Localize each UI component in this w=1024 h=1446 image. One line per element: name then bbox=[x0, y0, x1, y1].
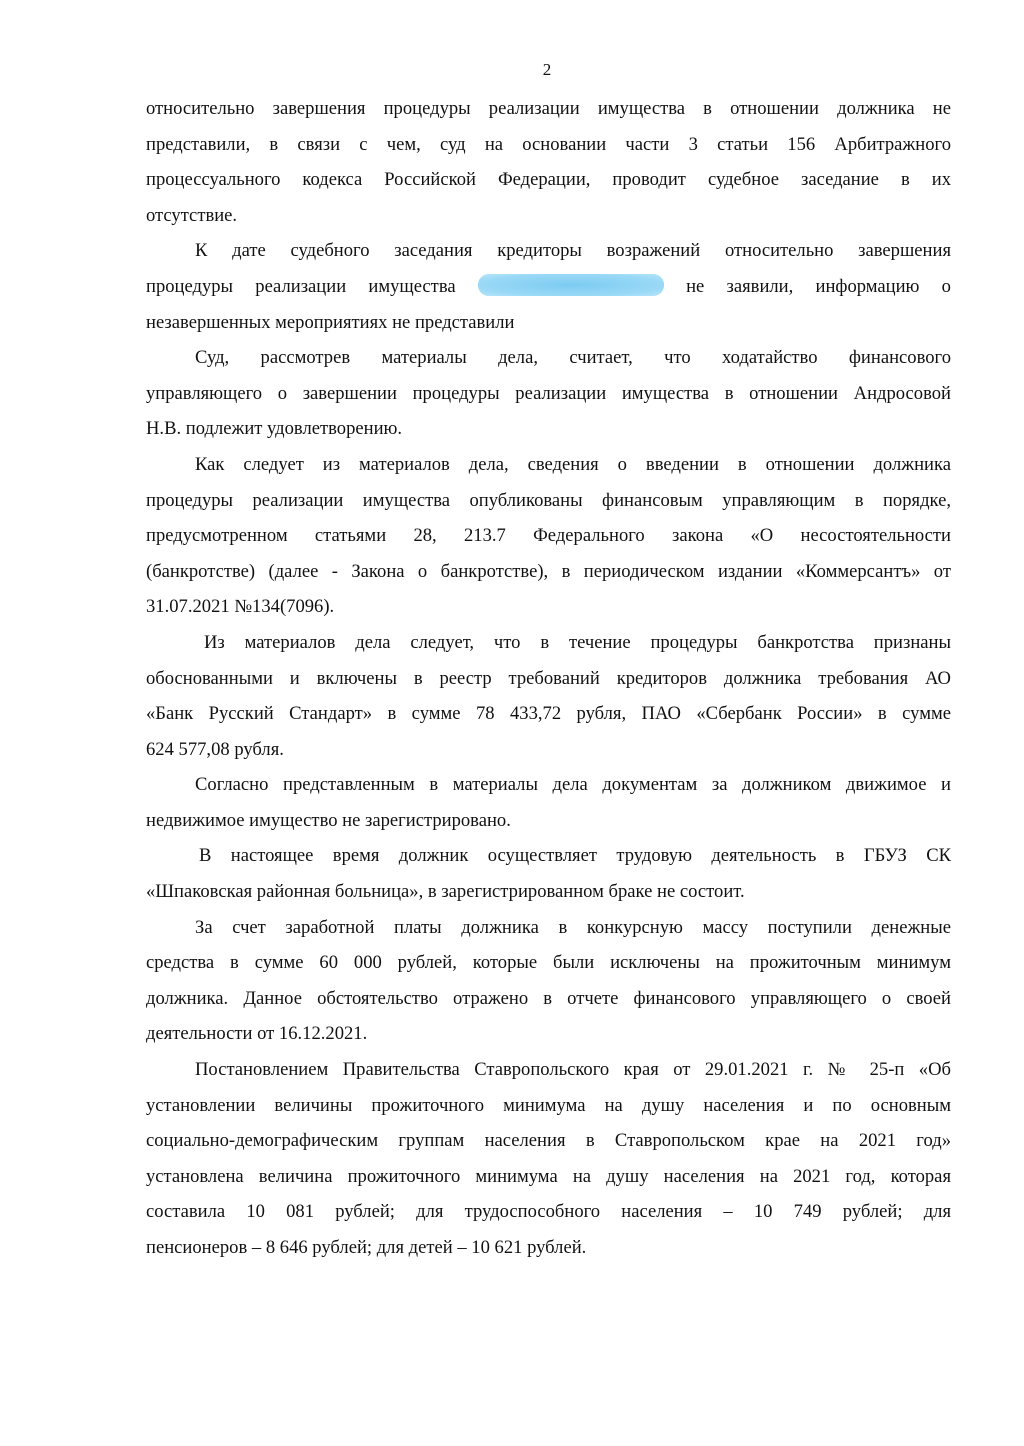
text-line: средства в сумме 60 000 рублей, которые были исключены на прожиточным минимум bbox=[146, 952, 951, 974]
page-number: 2 bbox=[542, 60, 552, 79]
text-line: составила 10 081 рублей; для трудоспособного населения – 10 749 рублей; для bbox=[146, 1201, 951, 1223]
paragraph-9 bbox=[146, 1052, 951, 1266]
text-segment: процедуры реализации имущества bbox=[146, 275, 456, 297]
text-line: Из материалов дела следует, что в течение процедуры банкротства признаны bbox=[204, 631, 951, 653]
text-line: управляющего о завершении процедуры реализации имущества в отношении Андросовой bbox=[146, 382, 951, 404]
text-line: представили, в связи с чем, суд на основании части 3 статьи 156 Арбитражного bbox=[146, 133, 951, 155]
paragraph-4 bbox=[146, 447, 951, 625]
text-line: Постановлением Правительства Ставропольского края от 29.01.2021 г. № 25-п «Об bbox=[195, 1059, 951, 1081]
text-line: Согласно представленным в материалы дела документам за должником движимое и bbox=[195, 774, 951, 796]
text-line: «Шпаковская районная больница», в зарегистрированном браке не состоит. bbox=[146, 881, 745, 903]
text-line: установлена величина прожиточного минимума на душу населения на 2021 год, которая bbox=[146, 1165, 951, 1187]
paragraph-3 bbox=[146, 340, 951, 447]
text-line: незавершенных мероприятиях не представили bbox=[146, 311, 515, 333]
text-line: В настоящее время должник осуществляет трудовую деятельность в ГБУЗ СК bbox=[199, 845, 951, 867]
text-line: Суд, рассмотрев материалы дела, считает, что ходатайство финансового bbox=[195, 347, 951, 369]
text-line: К дате судебного заседания кредиторы возражений относительно завершения bbox=[195, 240, 951, 262]
paragraph-5 bbox=[146, 625, 951, 767]
document-body bbox=[146, 91, 951, 1266]
text-line: отсутствие. bbox=[146, 204, 238, 226]
text-line: пенсионеров – 8 646 рублей; для детей – 10 621 рублей. bbox=[146, 1237, 587, 1258]
paragraph-7 bbox=[146, 838, 951, 909]
redaction-mark bbox=[478, 274, 664, 296]
text-line: (банкротстве) (далее - Закона о банкротстве), в периодическом издании «Коммерсантъ» от bbox=[146, 560, 951, 582]
text-line: обоснованными и включены в реестр требований кредиторов должника требования АО bbox=[146, 667, 951, 689]
paragraph-1 bbox=[146, 91, 951, 233]
text-line: должника. Данное обстоятельство отражено в отчете финансового управляющего о своей bbox=[146, 987, 951, 1009]
text-line-with-redaction bbox=[146, 269, 951, 305]
paragraph-6 bbox=[146, 767, 951, 838]
text-line: 624 577,08 рубля. bbox=[146, 738, 284, 760]
text-line: Н.В. подлежит удовлетворению. bbox=[146, 418, 403, 440]
text-line: процедуры реализации имущества опубликованы финансовым управляющим в порядке, bbox=[146, 489, 951, 511]
text-line: предусмотренном статьями 28, 213.7 Федерального закона «О несостоятельности bbox=[146, 525, 951, 547]
paragraph-2 bbox=[146, 233, 951, 340]
text-line: За счет заработной платы должника в конкурсную массу поступили денежные bbox=[195, 916, 951, 938]
text-line: Как следует из материалов дела, сведения о введении в отношении должника bbox=[195, 453, 951, 475]
text-line: «Банк Русский Стандарт» в сумме 78 433,72 рубля, ПАО «Сбербанк России» в сумме bbox=[146, 703, 951, 725]
text-segment: не заявили, информацию о bbox=[686, 275, 951, 297]
text-line: процессуального кодекса Российской Федерации, проводит судебное заседание в их bbox=[146, 169, 951, 191]
text-line: недвижимое имущество не зарегистрировано. bbox=[146, 809, 511, 831]
text-line: деятельности от 16.12.2021. bbox=[146, 1023, 368, 1045]
text-line: социально-демографическим группам населения в Ставропольском крае на 2021 год» bbox=[146, 1130, 951, 1152]
paragraph-8 bbox=[146, 910, 951, 1052]
text-line: установлении величины прожиточного минимума на душу населения и по основным bbox=[146, 1094, 951, 1116]
text-line: 31.07.2021 №134(7096). bbox=[146, 596, 335, 618]
text-line: относительно завершения процедуры реализации имущества в отношении должника не bbox=[146, 98, 951, 119]
